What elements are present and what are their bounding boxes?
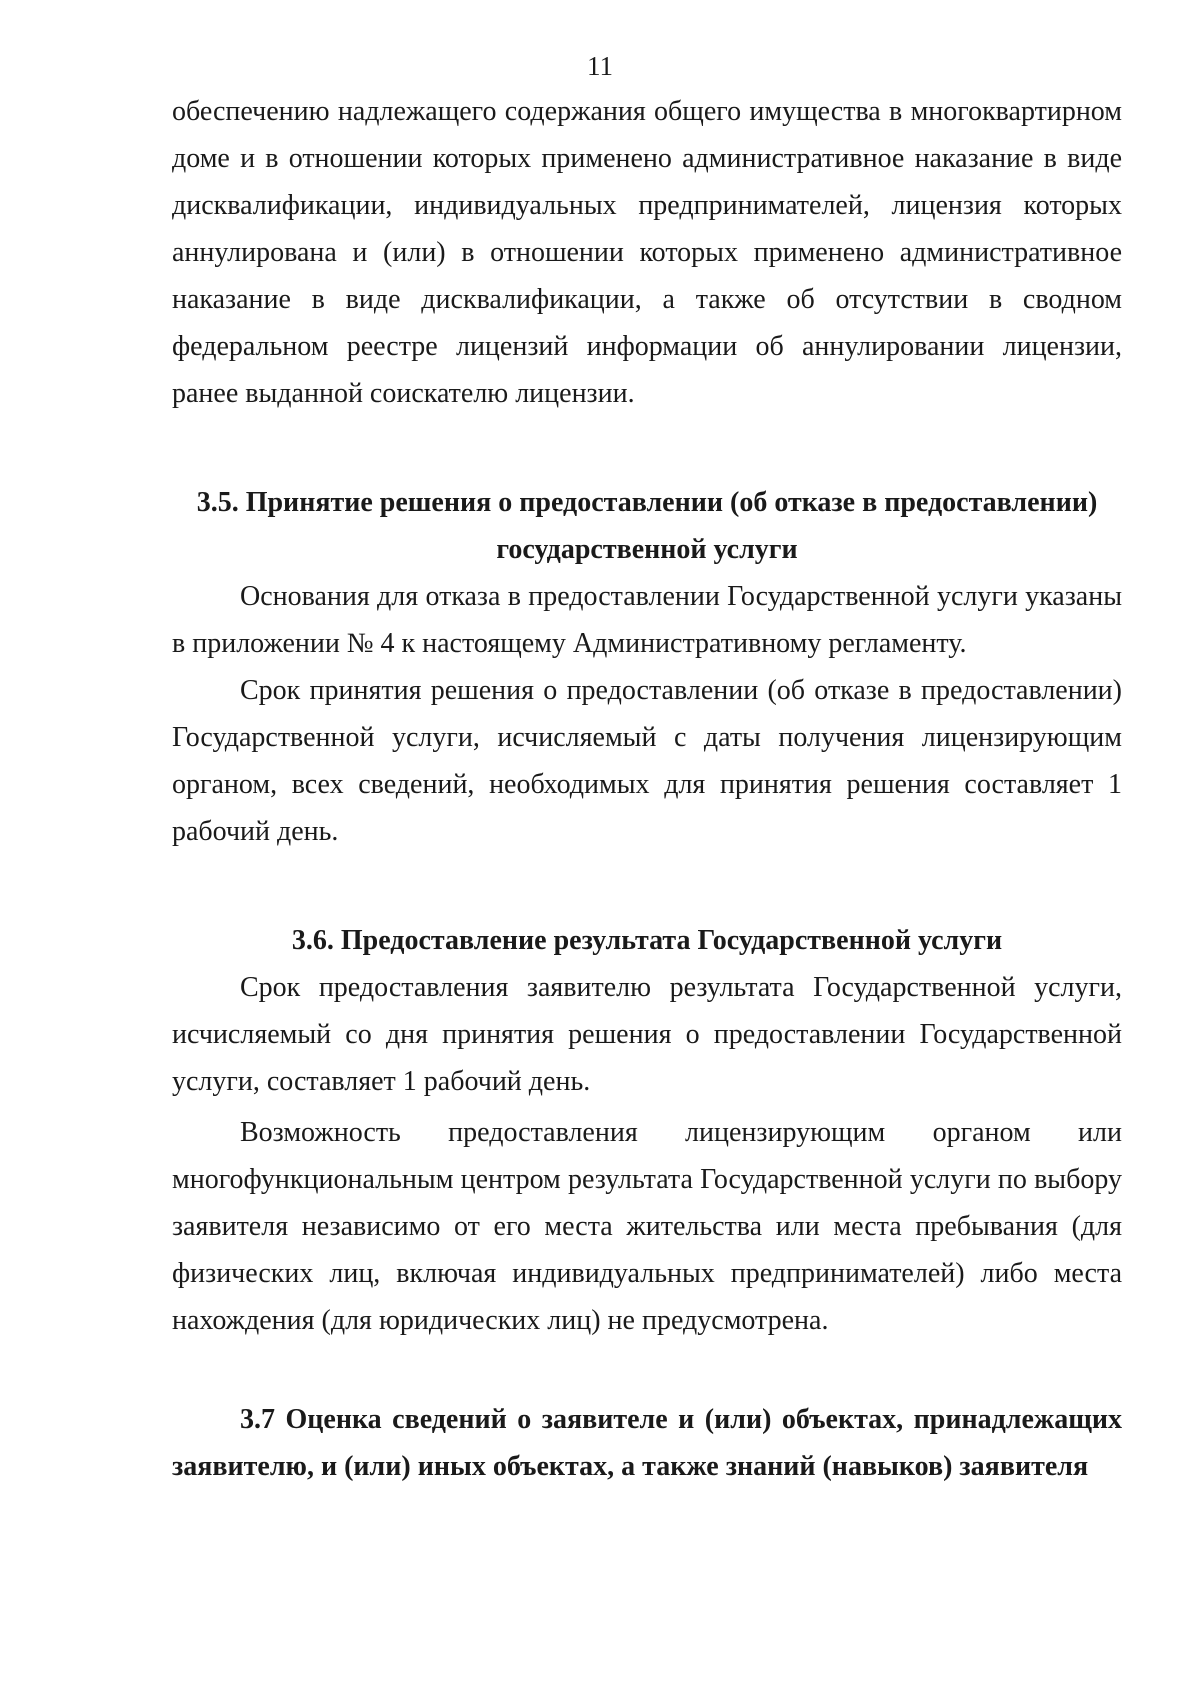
paragraph-continued: обеспечению надлежащего содержания общего имущества в многоквартирном доме и в отношении которых применено административное наказание в виде дисквалификации, индивидуальных предпринимателей, лицензия которых аннулирована и (или) в отношении которых применено административное наказание в виде дисквалификации, а также об отсутствии в сводном федеральном реестре лицензий информации об аннулировании лицензии, ранее выданной соискателю лицензии. — [172, 96, 1122, 409]
spacer — [172, 417, 1122, 479]
section-heading-3-6: 3.6. Предоставление результата Государственной услуги — [291, 925, 1003, 956]
paragraph-result-term: Срок предоставления заявителю результата Государственной услуги, исчисляемый со дня принятия решения о предоставлении Государственной услуги, составляет 1 рабочий день. — [172, 972, 1122, 1097]
paragraph-decision-term: Срок принятия решения о предоставлении (об отказе в предоставлении) Государственной услуги, исчисляемый с даты получения лицензирующим органом, всех сведений, необходимых для принятия решения составляет 1 рабочий день. — [172, 675, 1122, 847]
paragraph-result-option: Возможность предоставления лицензирующим органом или многофункциональным центром результата Государственной услуги по выбору заявителя независимо от его места жительства или места пребывания (для физических лиц, включая индивидуальных предпринимателей) либо места нахождения (для юридических лиц) не предусмотрена. — [172, 1117, 1122, 1336]
page-number: 11 — [587, 51, 613, 81]
spacer — [172, 1344, 1122, 1396]
spacer — [172, 855, 1122, 917]
section-heading-3-7: 3.7 Оценка сведений о заявителе и (или) объектах, принадлежащих заявителю, и (или) иных объектах, а также знаний (навыков) заявителя — [172, 1404, 1122, 1482]
paragraph-refusal-grounds: Основания для отказа в предоставлении Государственной услуги указаны в приложении № 4 к настоящему Административному регламенту. — [172, 581, 1122, 659]
section-heading-3-5: 3.5. Принятие решения о предоставлении (об отказе в предоставлении) государственной услуги — [196, 487, 1098, 565]
document-body — [172, 88, 1122, 1490]
